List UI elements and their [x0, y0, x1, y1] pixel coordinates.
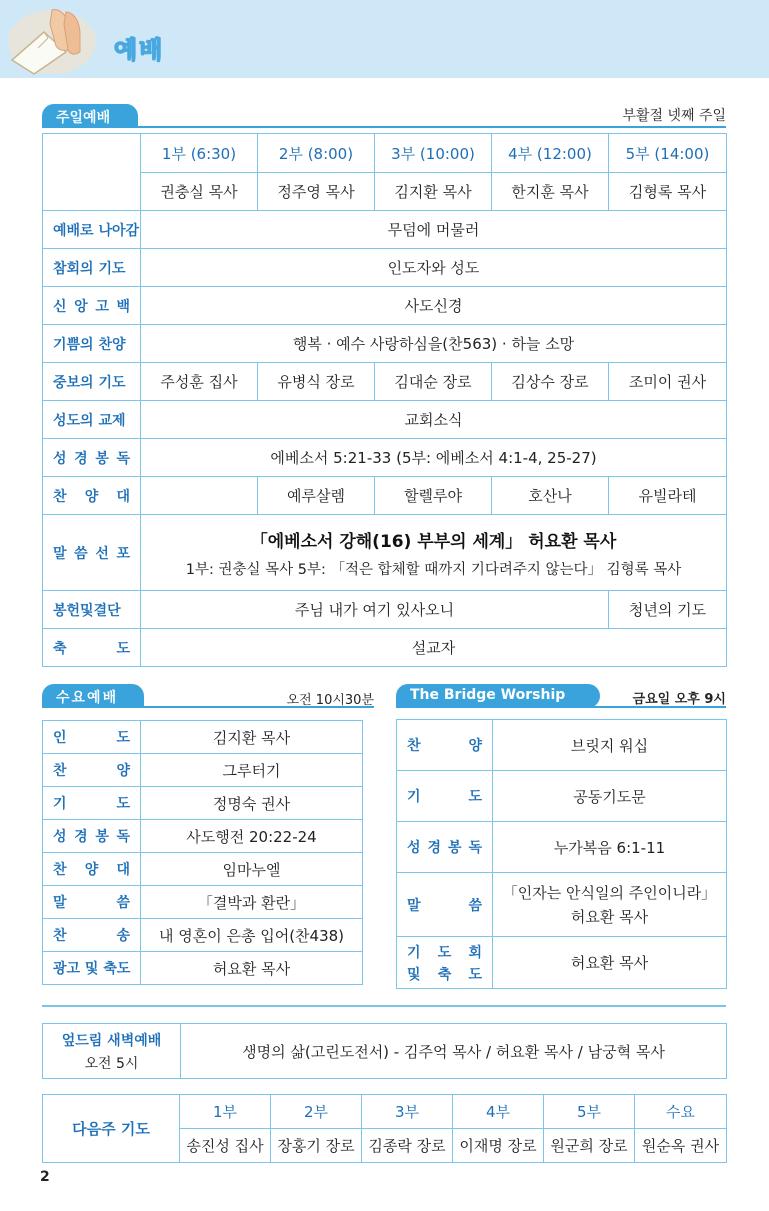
prayer-name: 김종락 장로	[362, 1129, 453, 1163]
row-label-text	[53, 859, 130, 879]
blank-corner-cell	[43, 134, 141, 211]
bridge-table	[396, 719, 727, 989]
label-char: 앙	[74, 298, 88, 315]
choir-name: 유빌라테	[609, 477, 727, 515]
label-char: 도	[116, 796, 130, 812]
choir-name: 호산나	[492, 477, 609, 515]
row-label	[397, 937, 493, 989]
row-label-text	[53, 486, 130, 506]
row-label-text	[53, 826, 130, 846]
label-char: 기	[407, 944, 421, 961]
row-value: 교회소식	[141, 401, 727, 439]
row-value: 사도신경	[141, 287, 727, 325]
label-char: 씀	[468, 897, 482, 914]
row-label-text	[53, 727, 130, 747]
label-char: 도	[116, 730, 130, 746]
dawn-service-table	[42, 1023, 727, 1079]
sunday-subtitle: 부활절 넷째 주일	[622, 108, 726, 124]
dawn-time: 오전 5시	[84, 1055, 139, 1072]
service-pastor: 김지환 목사	[375, 173, 492, 211]
row-value: 주님 내가 여기 있사오니	[141, 591, 609, 629]
label-char: 기	[53, 796, 67, 812]
prayer-column-header: 4부	[453, 1095, 544, 1129]
label-char: 봉	[95, 829, 109, 845]
row-label: 예배로 나아감	[43, 211, 141, 249]
label-char: 경	[74, 829, 88, 845]
label-char: 경	[427, 840, 442, 856]
label-char: 양	[468, 738, 482, 754]
row-label: 중보의 기도	[43, 363, 141, 401]
row-label-text	[407, 837, 482, 857]
row-value: 공동기도문	[493, 771, 727, 822]
label-char: 독	[116, 450, 130, 467]
blank-cell	[141, 477, 258, 515]
row-value: 허요환 목사	[141, 952, 363, 985]
prayer-column-header: 2부	[271, 1095, 362, 1129]
label-char: 인	[53, 730, 67, 746]
label-char: 찬	[407, 738, 421, 754]
label-char: 고	[95, 298, 109, 315]
label-char: 찬	[53, 928, 67, 944]
wednesday-tab: 수요예배	[42, 684, 144, 708]
row-value: 사도행전 20:22-24	[141, 820, 363, 853]
dawn-value: 생명의 삶(고린도전서) - 김주억 목사 / 허요환 목사 / 남궁혁 목사	[181, 1024, 727, 1079]
sunday-tab: 주일예배	[42, 104, 138, 128]
row-label	[397, 822, 493, 873]
row-label	[43, 754, 141, 787]
row-label-text	[53, 892, 130, 912]
label-char: 성	[53, 829, 67, 845]
label-char: 도	[468, 966, 482, 983]
row-value: 에베소서 5:21-33 (5부: 에베소서 4:1-4, 25-27)	[141, 439, 727, 477]
row-value: 「결박과 환란」	[141, 886, 363, 919]
intercessor-name: 주성훈 집사	[141, 363, 258, 401]
row-label: 광고 및 축도	[43, 952, 141, 985]
row-value: 임마누엘	[141, 853, 363, 886]
label-char: 축	[53, 640, 67, 657]
next-prayer-table	[42, 1094, 727, 1163]
row-label	[397, 720, 493, 771]
row-label-text	[407, 895, 482, 915]
sermon-sub: 1부: 권충실 목사 5부: 「적은 합체할 때까지 기다려주지 않는다」 김형록 목사	[185, 561, 682, 578]
row-label	[43, 629, 141, 667]
row-value: 내 영혼이 은총 입어(찬438)	[141, 919, 363, 952]
service-time: 3부 (10:00)	[375, 134, 492, 173]
prayer-name: 원순옥 권사	[635, 1129, 727, 1163]
row-label-text	[53, 448, 130, 468]
row-label-text	[53, 760, 130, 780]
row-label-text	[53, 638, 130, 658]
row-label	[43, 886, 141, 919]
service-time: 1부 (6:30)	[141, 134, 258, 173]
label-char: 독	[116, 829, 130, 845]
row-label-text	[407, 735, 482, 755]
label-char: 대	[116, 862, 130, 878]
label-char: 백	[116, 298, 130, 315]
row-label-text	[53, 793, 130, 813]
label-char: 송	[116, 928, 130, 944]
intercessor-name: 유병식 장로	[258, 363, 375, 401]
label-char: 도	[437, 944, 452, 961]
prayer-name: 송진성 집사	[180, 1129, 271, 1163]
row-extra: 청년의 기도	[609, 591, 727, 629]
row-value: 행복 · 예수 사랑하심을(찬563) · 하늘 소망	[141, 325, 727, 363]
row-label: 참회의 기도	[43, 249, 141, 287]
label-char: 독	[468, 840, 482, 856]
prayer-column-header: 5부	[544, 1095, 635, 1129]
row-label	[43, 515, 141, 591]
bridge-sermon-pastor: 허요환 목사	[570, 908, 649, 926]
section-divider	[42, 1005, 726, 1007]
row-value: 허요환 목사	[493, 937, 727, 989]
label-char: 축	[437, 966, 452, 983]
wednesday-time: 오전 10시30분	[286, 693, 374, 708]
row-label: 성도의 교제	[43, 401, 141, 439]
row-label	[43, 439, 141, 477]
intercessor-name: 조미이 권사	[609, 363, 727, 401]
page-title: 예배	[114, 36, 165, 64]
wednesday-table	[42, 720, 363, 985]
choir-name: 예루살렘	[258, 477, 375, 515]
row-label-text	[53, 296, 130, 316]
label-char: 봉	[447, 840, 462, 856]
label-char: 선	[95, 545, 109, 562]
service-time: 5부 (14:00)	[609, 134, 727, 173]
label-char: 성	[53, 450, 67, 467]
row-label	[43, 721, 141, 754]
row-value: 정명숙 권사	[141, 787, 363, 820]
sermon-cell	[141, 515, 727, 591]
bridge-time: 금요일 오후 9시	[632, 692, 726, 707]
label-char: 경	[74, 450, 88, 467]
row-label	[43, 787, 141, 820]
label-char: 신	[53, 298, 67, 315]
label-char: 양	[84, 488, 99, 505]
row-label: 기쁨의 찬양	[43, 325, 141, 363]
next-prayer-label: 다음주 기도	[43, 1095, 180, 1163]
row-label-text	[407, 786, 482, 806]
row-label	[43, 820, 141, 853]
page-number: 2	[40, 1169, 50, 1185]
bridge-sermon-title: 「인자는 안식일의 주인이니라」	[502, 884, 717, 902]
row-label-text	[53, 543, 130, 563]
label-char: 찬	[53, 763, 67, 779]
label-char: 성	[407, 840, 421, 856]
row-value	[493, 873, 727, 937]
service-pastor: 권충실 목사	[141, 173, 258, 211]
row-label-text	[53, 925, 130, 945]
label-char: 기	[407, 789, 421, 805]
prayer-column-header: 수요	[635, 1095, 727, 1129]
row-value: 누가복음 6:1-11	[493, 822, 727, 873]
bridge-tab: The Bridge Worship	[396, 684, 600, 708]
sunday-tab-line	[42, 126, 726, 128]
prayer-name: 장홍기 장로	[271, 1129, 362, 1163]
row-label	[43, 287, 141, 325]
sunday-service-table	[42, 133, 727, 667]
row-value: 김지환 목사	[141, 721, 363, 754]
row-label	[43, 853, 141, 886]
label-char: 말	[53, 545, 67, 562]
label-char: 및	[407, 966, 421, 983]
row-label-text	[407, 964, 482, 984]
choir-name: 할렐루야	[375, 477, 492, 515]
label-char: 양	[84, 862, 99, 878]
row-label	[43, 919, 141, 952]
label-char: 봉	[95, 450, 109, 467]
label-char: 말	[53, 895, 67, 911]
row-label: 봉헌및결단	[43, 591, 141, 629]
row-value: 브릿지 워십	[493, 720, 727, 771]
row-value: 인도자와 성도	[141, 249, 727, 287]
dawn-label: 엎드림 새벽예배	[61, 1032, 162, 1049]
prayer-column-header: 3부	[362, 1095, 453, 1129]
label-char: 말	[407, 897, 421, 914]
service-pastor: 정주영 목사	[258, 173, 375, 211]
row-value: 그루터기	[141, 754, 363, 787]
label-char: 찬	[53, 488, 67, 505]
intercessor-name: 김대순 장로	[375, 363, 492, 401]
label-char: 찬	[53, 862, 67, 878]
row-label	[43, 477, 141, 515]
row-label	[397, 771, 493, 822]
row-value: 설교자	[141, 629, 727, 667]
label-char: 도	[116, 640, 130, 657]
prayer-column-header: 1부	[180, 1095, 271, 1129]
prayer-name: 원군희 장로	[544, 1129, 635, 1163]
prayer-name: 이재명 장로	[453, 1129, 544, 1163]
label-char: 포	[116, 545, 130, 562]
label-char: 도	[468, 789, 482, 805]
intercessor-name: 김상수 장로	[492, 363, 609, 401]
service-pastor: 한지훈 목사	[492, 173, 609, 211]
label-char: 양	[116, 763, 130, 779]
label-char: 대	[116, 488, 130, 505]
dawn-label-cell	[43, 1024, 181, 1079]
praying-hands-bible-icon	[4, 2, 100, 76]
row-value: 무덤에 머물러	[141, 211, 727, 249]
row-label-text	[407, 942, 482, 962]
label-char: 회	[468, 944, 482, 961]
label-char: 씀	[116, 895, 130, 911]
sermon-title: 「에베소서 강해(16) 부부의 세계」 허요환 목사	[250, 531, 617, 552]
row-label	[397, 873, 493, 937]
service-time: 4부 (12:00)	[492, 134, 609, 173]
service-pastor: 김형록 목사	[609, 173, 727, 211]
service-time: 2부 (8:00)	[258, 134, 375, 173]
label-char: 씀	[74, 545, 88, 562]
